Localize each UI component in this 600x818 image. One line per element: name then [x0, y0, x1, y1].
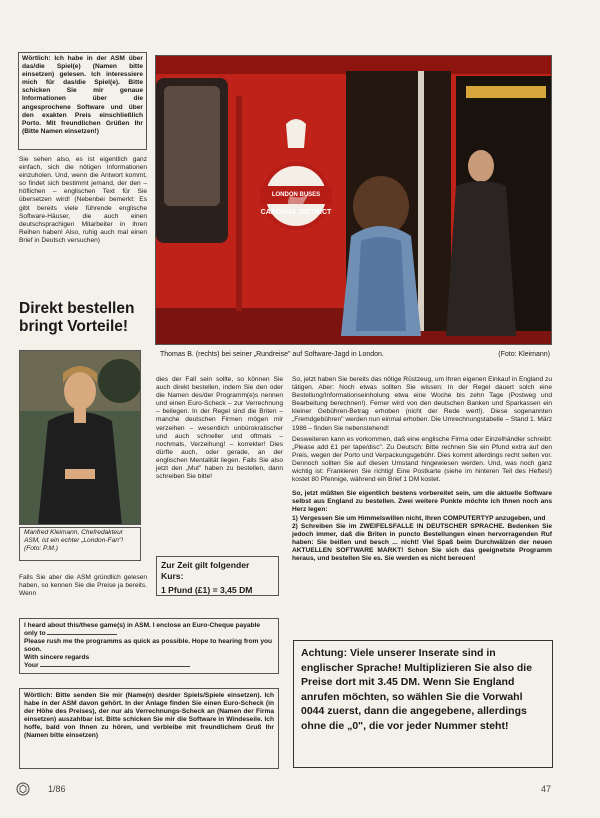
- main-photo-bus: [155, 55, 552, 345]
- english-letter-line-4: Your: [24, 662, 274, 670]
- exchange-rate-value: 1 Pfund (£1) = 3,45 DM: [161, 585, 253, 595]
- notice-text: Achtung: Viele unserer Inserate sind in englischer Sprache! Multiplizieren Sie also die Preise dort mit 3.45 DM. Wenn Sie England anrufen möchten, so wählen Sie die Vorwahl 0044 zuerst, dann die angegebene, allerdings ohne die „0", die vor jeder Nummer steht!: [301, 647, 533, 732]
- right-column-bold-intro: So, jetzt müßten Sie eigentlich bestens vorbereitet sein, um die aktuelle Software selbst aus England zu bestellen. Zwei weitere Punkte möchte ich Ihnen noch ans Herz legen:: [292, 490, 552, 514]
- english-letter-line-2: Please rush me the programms as quick as possible. Hope to hearing from you soon.: [24, 638, 273, 654]
- english-letter-box: [19, 618, 279, 674]
- right-column-point-1: 1) Vergessen Sie um Himmelswillen nicht, Ihren COMPUTERTYP anzugeben, und: [292, 514, 546, 522]
- right-column-point-2: 2) Schreiben Sie im ZWEIFELSFALLE IN DEUTSCHER SPRACHE. Bedenken Sie jedoch immer, daß die Briten in puncto Bestellungen einen hervorragenden Ruf haben: Sie beißen und besch ... nicht! Viel Spaß beim Durchwälzen der neuen AKTUELLEN SOFTWARE MARKT! Schon Sie sich das geeignetste Programm heraus, und bestellen Sie es. Sie werden es nicht bereuen!: [292, 522, 552, 562]
- bus-sign-top-text: LONDON BUSES: [271, 192, 321, 198]
- german-letter-text: Wörtlich: Ich habe in der ASM über das/die Spiel(e) (Namen bitte einsetzen) gelesen. Ich interessiere mich für das/die Spiel(e). Bitte schicken Sie mir genaue Informationen über die angesprochene Software und über den exakten Preis einschließlich Porto. Mit freundlichen Grüßen Ihr (Bitte Namen einsetzen!): [22, 55, 143, 135]
- right-column-para-2: Desweiteren kann es vorkommen, daß eine englische Firma oder Einzelhändler schreibt: „Please add £1 per tape/disc". Zu Deutsch: Bitte rechnen Sie ein Pfund extra auf den Preis, wegen der Porto und Verpackungsgebühr. Dies kommt allerdings recht selten vor. Dennoch sollten Sie auf diesen Umstand hingewiesen werden. Und, was noch ganz wichtig ist: Frankieren Sie richtig! Eine Postkarte (siehe im hinteren Teil des Heftes!) kostet 80 Pfennige, während ein Brief 1 DM kostet.: [292, 435, 552, 484]
- main-photo-caption: [160, 350, 550, 359]
- middle-column-text: dies der Fall sein sollte, so können Sie auch direkt bestellen, indem Sie den oder die Namen des/der Programm(e)s nennen und einen Euro-Scheck – zur Verrechnung – beilegen. In der Regel sind die Briten – manche deutschen Firmen mögen mir verzeihen – wesentlich unbürokratischer und auch schneller und oftmals – nochmals, Verzeihung! – korrekter! Dies dürfte auch, oder gerade, an der englischen Mentalität liegen. Falls Sie also jetzt den „Mut" haben zu bestellen, dann schreiben Sie bitte!: [156, 376, 283, 481]
- intro-text: Sie sehen also, es ist eigentlich ganz einfach, sich die nötigen Informationen einzuholen. Und, wenn die Antwort kommt, so findet sich bestimmt jemand, der den – höflichen – englischen Text für Sie übersetzen wird! (Nebenbei bemerkt: Es gibt bereits viele führende englische Software-Häuser, die auch einen deutschsprachigen Mitarbeiter in ihren Reihen haben! Also, ruhig auch mal einen Brief in Deutsch versuchen): [19, 156, 147, 244]
- issue-number: 1/86: [48, 784, 66, 794]
- left-column-text: Falls Sie aber die ASM gründlich gelesen haben, so kennen Sie die Preise ja bereits. Wenn: [19, 574, 147, 598]
- bus-photo-illustration: [156, 56, 552, 345]
- right-column: [292, 376, 552, 563]
- exchange-rate-title: Zur Zeit gilt folgender Kurs:: [161, 560, 250, 581]
- bus-sign-bottom-text: CARDINAL DISTRICT: [260, 209, 332, 216]
- main-photo-caption-credit: (Foto: Kleimann): [498, 351, 550, 358]
- german-order-text: Wörtlich: Bitte senden Sie mir (Name(n) des/der Spiels/Spiele einsetzen). Ich habe in der ASM davon gehört. In der Anlage finden Sie einen Euro-Scheck (in der Höhe des Preises), der nur als Verrechnungs-Scheck an (Namen der Firma einsetzen) auszahlbar ist. Bitte schicken Sie mir die Software in Windeseile. Ich hoffe, bald von Ihnen zu hören, und verbleibe mit freundlichem Gruß Ihr (Namen bitte einsetzen): [24, 692, 274, 740]
- notice-box: [293, 640, 553, 768]
- portrait-photo: [19, 350, 141, 525]
- german-letter-box-bottom: [19, 688, 279, 769]
- english-letter-line-3: With sincere regards: [24, 654, 90, 662]
- footer-logo-icon: [16, 782, 30, 796]
- page-number: 47: [541, 784, 552, 794]
- right-column-para-1: So, jetzt haben Sie bereits das nötige Rüstzeug, um Ihren eigenen Einkauf in England zu tätigen. Aber: Noch etwas sollten Sie wissen: In der Regel dauert solch eine Bestellung/Informationseinholung etwa eine Woche bis zehn Tage (Postweg und Bearbeitung berechnen!). Ferner wird von den deutschen Banken und Sparkassen ein kleiner Gebühren-Betrag erhoben (nicht der Rede wert!). Diese sogenannten „Fremdgebühren" werden nun einmal erhoben. Die Umrechnungstabelle – Stand 1. März 1986 – finden Sie nebenstehend!: [292, 376, 552, 432]
- portrait-caption-box: [19, 527, 141, 561]
- headline: Direkt bestellen bringt Vorteile!: [19, 300, 135, 335]
- exchange-rate-box: [156, 556, 279, 596]
- portrait-illustration: [20, 351, 141, 525]
- german-letter-box-top: [18, 52, 147, 150]
- main-photo-caption-left: Thomas B. (rechts) bei seiner „Rundreise" auf Software-Jagd in London.: [160, 351, 384, 358]
- portrait-caption: Manfred Kleimann, Chefredakteur ASM, ist ein echter „London-Fan"! (Foto: P.M.): [24, 529, 124, 553]
- english-letter-line-1: I heard about this/these game(s) in ASM. I enclose an Euro-Cheque payable only to: [24, 622, 261, 638]
